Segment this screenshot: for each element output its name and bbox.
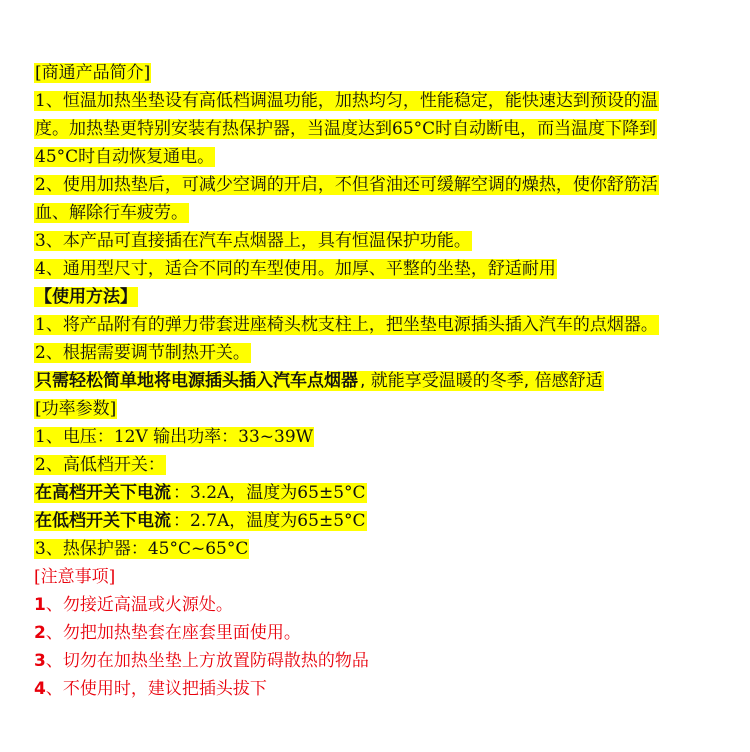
usage-text: 1、将产品附有的弹力带套进座椅头枕支柱上，把坐垫电源插头插入汽车的点烟器。: [35, 315, 658, 335]
notes-item-number: 4: [34, 679, 46, 699]
notes-item: [34, 591, 734, 619]
usage-heading-line: [34, 283, 734, 311]
power-bold-text: 在低档开关下电流: [35, 511, 171, 531]
intro-line: [34, 171, 734, 199]
usage-line: [34, 311, 734, 339]
notes-heading-line: [34, 563, 734, 591]
notes-item: [34, 647, 734, 675]
intro-text: 3、本产品可直接插在汽车点烟器上，具有恒温保护功能。: [35, 231, 471, 251]
power-heading: [功率参数]: [35, 399, 117, 419]
notes-item: [34, 675, 734, 703]
intro-text: 2、使用加热垫后，可减少空调的开启，不但省油还可缓解空调的燥热，使你舒筋活: [35, 175, 658, 195]
notes-item-number: 1: [34, 595, 46, 615]
product-document: [34, 59, 734, 703]
intro-text: 度。加热垫更特别安装有热保护器，当温度达到65°C时自动断电，而当温度下降到: [35, 119, 657, 139]
power-heading-line: [34, 395, 734, 423]
power-line: [34, 535, 734, 563]
intro-heading: [商通产品简介]: [35, 63, 151, 83]
power-text: ：3.2A，温度为65±5°C: [173, 483, 366, 503]
power-line: [34, 479, 734, 507]
usage-line: [34, 339, 734, 367]
intro-line: [34, 255, 734, 283]
usage-heading: 【使用方法】: [35, 287, 137, 307]
intro-line: [34, 227, 734, 255]
intro-text: 血、解除行车疲劳。: [35, 203, 188, 223]
power-text: 2、高低档开关：: [35, 455, 165, 475]
intro-text: 1、恒温加热坐垫设有高低档调温功能，加热均匀，性能稳定，能快速达到预设的温: [35, 91, 658, 111]
power-text: 3、热保护器：45°C~65°C: [35, 539, 249, 559]
power-line: [34, 451, 734, 479]
power-line: [34, 507, 734, 535]
usage-text: , 就能享受温暖的冬季, 倍感舒适: [360, 371, 603, 391]
intro-heading-line: [34, 59, 734, 87]
intro-line: [34, 199, 734, 227]
intro-line: [34, 143, 734, 171]
notes-item-number: 2: [34, 623, 46, 643]
notes-item-text: 、切勿在加热坐垫上方放置防碍散热的物品: [45, 651, 369, 671]
notes-item-text: 、不使用时，建议把插头拔下: [45, 679, 267, 699]
usage-bold-text: 只需轻松简单地将电源插头插入汽车点烟器: [35, 371, 358, 391]
notes-item: [34, 619, 734, 647]
intro-line: [34, 87, 734, 115]
power-text: 1、电压：12V 输出功率：33~39W: [35, 427, 314, 447]
intro-text: 45°C时自动恢复通电。: [35, 147, 215, 167]
usage-text: 2、根据需要调节制热开关。: [35, 343, 250, 363]
notes-item-number: 3: [34, 651, 46, 671]
power-text: ：2.7A，温度为65±5°C: [173, 511, 366, 531]
power-bold-text: 在高档开关下电流: [35, 483, 171, 503]
power-line: [34, 423, 734, 451]
intro-line: [34, 115, 734, 143]
notes-heading: [注意事项]: [34, 567, 116, 587]
notes-item-text: 、勿把加热垫套在座套里面使用。: [45, 623, 301, 643]
intro-text: 4、通用型尺寸，适合不同的车型使用。加厚、平整的坐垫，舒适耐用: [35, 259, 556, 279]
notes-item-text: 、勿接近高温或火源处。: [45, 595, 233, 615]
usage-line: [34, 367, 734, 395]
